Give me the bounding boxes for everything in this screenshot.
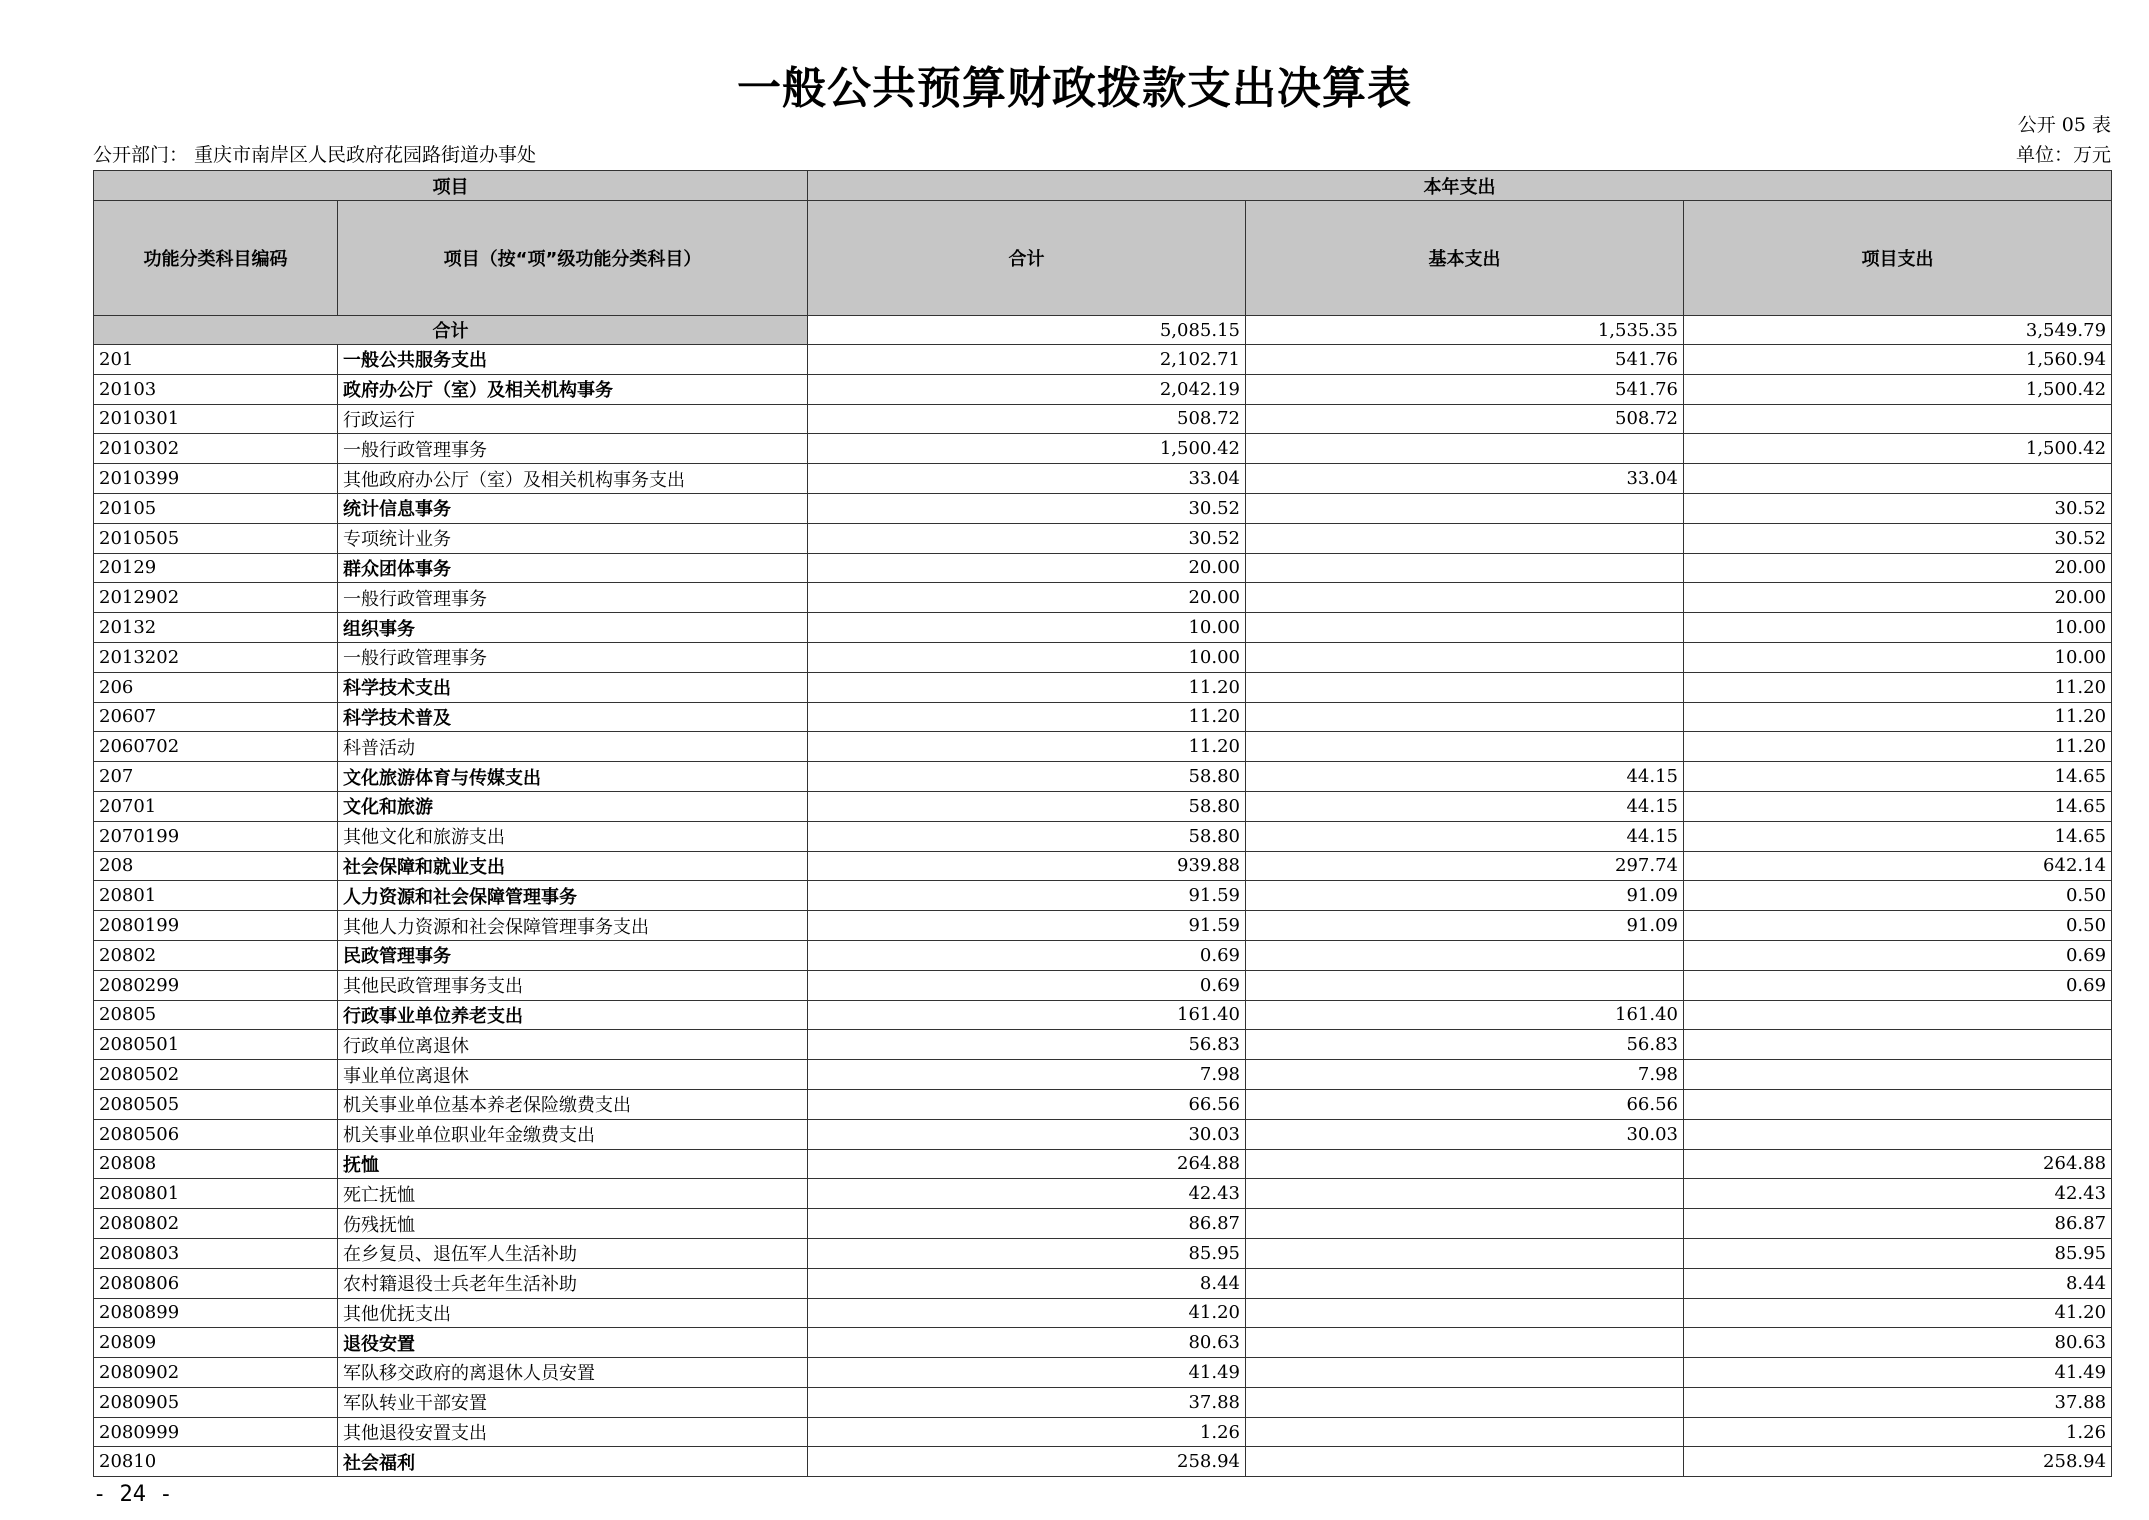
row-name: 其他政府办公厅（室）及相关机构事务支出 [338,464,808,494]
row-name: 其他优抚支出 [338,1298,808,1328]
table-row [94,791,2112,821]
row-name: 一般行政管理事务 [338,583,808,613]
row-code: 2013202 [94,642,338,672]
row-name: 组织事务 [338,613,808,643]
row-total: 2,102.71 [808,345,1246,375]
table-row [94,851,2112,881]
row-project: 41.20 [1684,1298,2112,1328]
row-basic: 91.09 [1246,911,1684,941]
row-total: 10.00 [808,642,1246,672]
row-basic: 44.15 [1246,762,1684,792]
row-name: 行政事业单位养老支出 [338,1000,808,1030]
row-code: 20105 [94,493,338,523]
table-row [94,1060,2112,1090]
table-row [94,1328,2112,1358]
row-basic [1246,1149,1684,1179]
row-name: 行政运行 [338,404,808,434]
row-code: 20132 [94,613,338,643]
department-label: 公开部门： 重庆市南岸区人民政府花园路街道办事处 [93,144,537,166]
row-total: 33.04 [808,464,1246,494]
row-code: 20129 [94,553,338,583]
table-row [94,404,2112,434]
row-name: 专项统计业务 [338,523,808,553]
row-project [1684,1030,2112,1060]
row-name: 科普活动 [338,732,808,762]
row-project: 0.69 [1684,940,2112,970]
row-project: 264.88 [1684,1149,2112,1179]
header-project: 项目支出 [1684,201,2112,316]
row-basic: 44.15 [1246,821,1684,851]
row-basic [1246,613,1684,643]
row-code: 20607 [94,702,338,732]
table-row [94,1387,2112,1417]
row-name: 文化旅游体育与传媒支出 [338,762,808,792]
row-name: 在乡复员、退伍军人生活补助 [338,1238,808,1268]
row-basic: 508.72 [1246,404,1684,434]
row-project: 30.52 [1684,523,2112,553]
row-name: 科学技术普及 [338,702,808,732]
table-row [94,583,2112,613]
row-basic: 541.76 [1246,374,1684,404]
table-row [94,970,2112,1000]
table-row [94,523,2112,553]
row-total: 91.59 [808,911,1246,941]
row-basic [1246,1358,1684,1388]
table-row [94,702,2112,732]
table-row [94,672,2112,702]
row-name: 农村籍退役士兵老年生活补助 [338,1268,808,1298]
row-code: 2080806 [94,1268,338,1298]
row-basic [1246,1238,1684,1268]
row-basic [1246,702,1684,732]
row-total: 85.95 [808,1238,1246,1268]
row-code: 2080802 [94,1209,338,1239]
row-total: 0.69 [808,940,1246,970]
row-code: 2010301 [94,404,338,434]
table-row [94,345,2112,375]
row-project: 1,500.42 [1684,434,2112,464]
row-code: 20801 [94,881,338,911]
row-total: 86.87 [808,1209,1246,1239]
row-name: 群众团体事务 [338,553,808,583]
row-project: 14.65 [1684,821,2112,851]
table-row [94,1030,2112,1060]
row-basic [1246,970,1684,1000]
row-code: 2080899 [94,1298,338,1328]
row-project: 14.65 [1684,791,2112,821]
row-total: 8.44 [808,1268,1246,1298]
row-project: 10.00 [1684,613,2112,643]
row-basic: 297.74 [1246,851,1684,881]
row-project: 11.20 [1684,702,2112,732]
row-basic: 91.09 [1246,881,1684,911]
row-name: 政府办公厅（室）及相关机构事务 [338,374,808,404]
row-basic: 33.04 [1246,464,1684,494]
row-code: 2080299 [94,970,338,1000]
header-name: 项目（按“项”级功能分类科目） [338,201,808,316]
row-total: 30.03 [808,1119,1246,1149]
row-project [1684,464,2112,494]
row-code: 206 [94,672,338,702]
row-project: 1,560.94 [1684,345,2112,375]
row-total: 37.88 [808,1387,1246,1417]
row-project: 11.20 [1684,732,2112,762]
row-total: 2,042.19 [808,374,1246,404]
row-basic [1246,642,1684,672]
row-total: 11.20 [808,672,1246,702]
row-code: 2080505 [94,1089,338,1119]
row-name: 军队转业干部安置 [338,1387,808,1417]
row-code: 2080803 [94,1238,338,1268]
row-project: 20.00 [1684,583,2112,613]
header-row-2 [94,201,2112,316]
row-name: 机关事业单位基本养老保险缴费支出 [338,1089,808,1119]
table-row [94,1238,2112,1268]
page-number: - 24 - [93,1482,173,1507]
row-code: 20802 [94,940,338,970]
row-total: 7.98 [808,1060,1246,1090]
row-project [1684,1119,2112,1149]
table-row [94,464,2112,494]
row-basic [1246,672,1684,702]
row-total: 41.49 [808,1358,1246,1388]
row-project: 80.63 [1684,1328,2112,1358]
row-project: 41.49 [1684,1358,2112,1388]
total-basic: 1,535.35 [1246,316,1684,345]
row-total: 41.20 [808,1298,1246,1328]
row-basic: 56.83 [1246,1030,1684,1060]
row-name: 退役安置 [338,1328,808,1358]
header-row-1 [94,171,2112,201]
row-basic [1246,434,1684,464]
row-total: 58.80 [808,762,1246,792]
row-basic: 66.56 [1246,1089,1684,1119]
row-basic [1246,1209,1684,1239]
row-basic: 44.15 [1246,791,1684,821]
row-basic [1246,732,1684,762]
table-row [94,1209,2112,1239]
row-basic [1246,1298,1684,1328]
row-project: 0.69 [1684,970,2112,1000]
row-name: 其他民政管理事务支出 [338,970,808,1000]
row-code: 2080902 [94,1358,338,1388]
table-row [94,940,2112,970]
row-total: 939.88 [808,851,1246,881]
row-name: 抚恤 [338,1149,808,1179]
row-basic [1246,1328,1684,1358]
table-row [94,374,2112,404]
row-name: 统计信息事务 [338,493,808,523]
row-name: 伤残抚恤 [338,1209,808,1239]
row-code: 2070199 [94,821,338,851]
table-row [94,493,2112,523]
row-total: 58.80 [808,791,1246,821]
row-code: 2080506 [94,1119,338,1149]
row-total: 258.94 [808,1447,1246,1477]
row-code: 2010505 [94,523,338,553]
row-name: 其他退役安置支出 [338,1417,808,1447]
row-code: 20701 [94,791,338,821]
table-row [94,642,2112,672]
header-basic: 基本支出 [1246,201,1684,316]
row-name: 一般行政管理事务 [338,642,808,672]
row-project: 14.65 [1684,762,2112,792]
row-total: 264.88 [808,1149,1246,1179]
row-basic [1246,493,1684,523]
row-name: 一般行政管理事务 [338,434,808,464]
row-basic [1246,1179,1684,1209]
row-basic: 541.76 [1246,345,1684,375]
total-sum: 5,085.15 [808,316,1246,345]
table-row [94,1447,2112,1477]
header-code: 功能分类科目编码 [94,201,338,316]
row-name: 军队移交政府的离退休人员安置 [338,1358,808,1388]
table-row [94,1268,2112,1298]
unit-label: 单位：万元 [2015,144,2111,166]
table-row [94,613,2112,643]
row-project [1684,1060,2112,1090]
row-basic [1246,583,1684,613]
row-project: 8.44 [1684,1268,2112,1298]
row-name: 事业单位离退休 [338,1060,808,1090]
row-total: 161.40 [808,1000,1246,1030]
header-current-year: 本年支出 [808,171,2112,201]
row-basic [1246,553,1684,583]
row-project [1684,404,2112,434]
row-basic [1246,940,1684,970]
row-project: 20.00 [1684,553,2112,583]
row-total: 56.83 [808,1030,1246,1060]
row-total: 508.72 [808,404,1246,434]
row-total: 30.52 [808,493,1246,523]
row-code: 2010302 [94,434,338,464]
total-label: 合计 [94,316,808,345]
table-row [94,732,2112,762]
row-total: 80.63 [808,1328,1246,1358]
row-basic [1246,1268,1684,1298]
row-project: 85.95 [1684,1238,2112,1268]
row-name: 一般公共服务支出 [338,345,808,375]
table-row [94,1089,2112,1119]
row-basic: 30.03 [1246,1119,1684,1149]
row-code: 208 [94,851,338,881]
row-code: 20809 [94,1328,338,1358]
row-code: 2080905 [94,1387,338,1417]
table-row [94,911,2112,941]
row-basic [1246,1447,1684,1477]
row-project: 258.94 [1684,1447,2112,1477]
table-row [94,821,2112,851]
row-code: 2010399 [94,464,338,494]
total-project: 3,549.79 [1684,316,2112,345]
row-name: 社会保障和就业支出 [338,851,808,881]
row-project: 42.43 [1684,1179,2112,1209]
row-basic [1246,1387,1684,1417]
row-code: 20805 [94,1000,338,1030]
row-total: 58.80 [808,821,1246,851]
row-name: 死亡抚恤 [338,1179,808,1209]
row-project: 642.14 [1684,851,2112,881]
row-name: 机关事业单位职业年金缴费支出 [338,1119,808,1149]
row-project: 1.26 [1684,1417,2112,1447]
row-total: 66.56 [808,1089,1246,1119]
row-total: 20.00 [808,553,1246,583]
row-code: 2080199 [94,911,338,941]
row-total: 11.20 [808,732,1246,762]
row-code: 207 [94,762,338,792]
row-code: 2012902 [94,583,338,613]
page-title: 一般公共预算财政拨款支出决算表 [737,63,1412,114]
row-basic [1246,523,1684,553]
row-project: 37.88 [1684,1387,2112,1417]
row-code: 2080501 [94,1030,338,1060]
row-total: 42.43 [808,1179,1246,1209]
header-total: 合计 [808,201,1246,316]
row-basic: 161.40 [1246,1000,1684,1030]
row-code: 2080999 [94,1417,338,1447]
row-basic [1246,1417,1684,1447]
row-project: 1,500.42 [1684,374,2112,404]
row-total: 0.69 [808,970,1246,1000]
header-item: 项目 [94,171,808,201]
row-code: 2080801 [94,1179,338,1209]
row-name: 文化和旅游 [338,791,808,821]
row-total: 11.20 [808,702,1246,732]
row-project: 11.20 [1684,672,2112,702]
row-name: 民政管理事务 [338,940,808,970]
table-row [94,1179,2112,1209]
table-row [94,1119,2112,1149]
table-row [94,762,2112,792]
row-name: 科学技术支出 [338,672,808,702]
row-basic: 7.98 [1246,1060,1684,1090]
row-code: 20103 [94,374,338,404]
row-project [1684,1089,2112,1119]
row-code: 20808 [94,1149,338,1179]
budget-table [93,170,2112,1477]
row-total: 1,500.42 [808,434,1246,464]
row-project: 10.00 [1684,642,2112,672]
row-total: 30.52 [808,523,1246,553]
total-row [94,316,2112,345]
row-project: 0.50 [1684,881,2112,911]
table-row [94,434,2112,464]
row-total: 91.59 [808,881,1246,911]
row-project: 0.50 [1684,911,2112,941]
row-name: 人力资源和社会保障管理事务 [338,881,808,911]
row-project: 86.87 [1684,1209,2112,1239]
table-row [94,1358,2112,1388]
row-total: 10.00 [808,613,1246,643]
row-code: 201 [94,345,338,375]
table-row [94,1298,2112,1328]
row-name: 其他文化和旅游支出 [338,821,808,851]
table-row [94,1417,2112,1447]
row-total: 20.00 [808,583,1246,613]
row-code: 20810 [94,1447,338,1477]
row-code: 2080502 [94,1060,338,1090]
row-project: 30.52 [1684,493,2112,523]
row-name: 其他人力资源和社会保障管理事务支出 [338,911,808,941]
table-row [94,1149,2112,1179]
table-row [94,553,2112,583]
row-code: 2060702 [94,732,338,762]
table-row [94,1000,2112,1030]
form-number: 公开 05 表 [2017,114,2111,136]
table-row [94,881,2112,911]
row-project [1684,1000,2112,1030]
row-name: 社会福利 [338,1447,808,1477]
row-name: 行政单位离退休 [338,1030,808,1060]
row-total: 1.26 [808,1417,1246,1447]
